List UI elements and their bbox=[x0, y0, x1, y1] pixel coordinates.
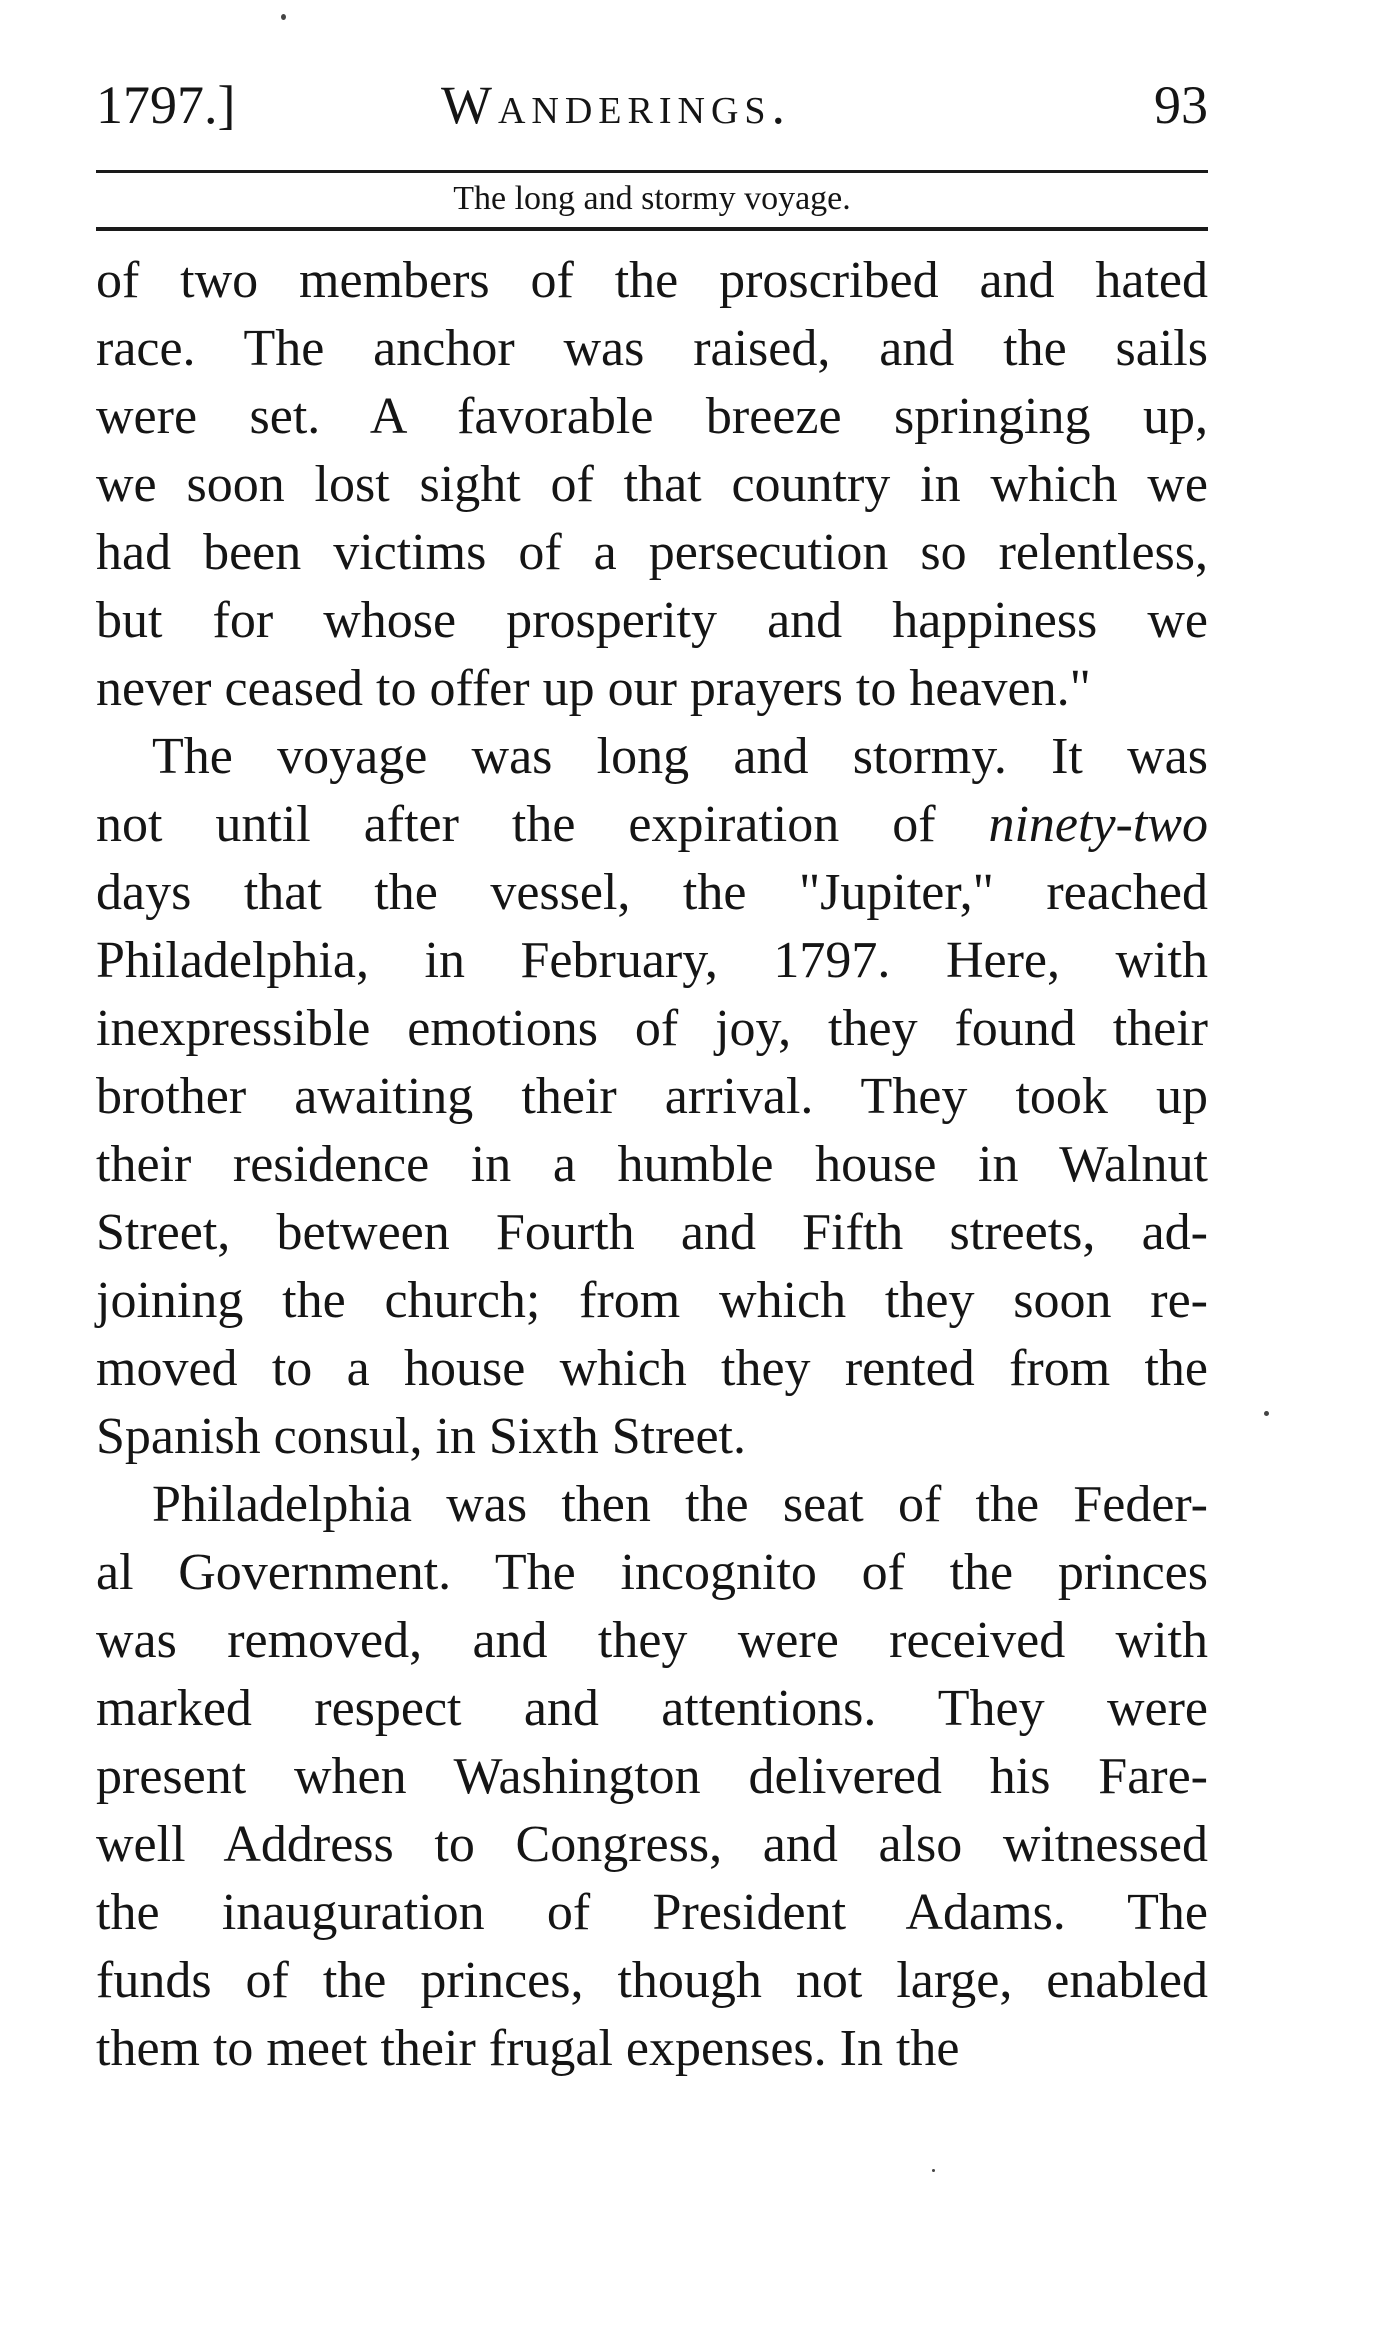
text-line: Philadelphia, in February, 1797. Here, with bbox=[96, 932, 1208, 989]
text-line: were set. A favorable breeze springing up, bbox=[96, 388, 1208, 445]
page-number: 93 bbox=[1154, 75, 1208, 135]
text-line: not until after the expiration of ninety-two bbox=[96, 796, 1208, 853]
text-line: joining the church; from which they soon re- bbox=[96, 1272, 1208, 1329]
text-line: race. The anchor was raised, and the sails bbox=[96, 320, 1208, 377]
text-line: Street, between Fourth and Fifth streets, ad- bbox=[96, 1204, 1208, 1261]
paragraph bbox=[96, 1471, 1208, 2083]
running-head-title: Wanderings. bbox=[441, 75, 792, 135]
paragraph bbox=[96, 723, 1208, 1471]
text-line: their residence in a humble house in Walnut bbox=[96, 1136, 1208, 1193]
text-line: we soon lost sight of that country in which we bbox=[96, 456, 1208, 513]
text-line: the inauguration of President Adams. The bbox=[96, 1884, 1208, 1941]
text-line: well Address to Congress, and also witnessed bbox=[96, 1816, 1208, 1873]
text-line: Spanish consul, in Sixth Street. bbox=[96, 1408, 746, 1465]
print-speck bbox=[932, 2169, 935, 2172]
header-rule-bottom bbox=[96, 227, 1208, 231]
text-line: but for whose prosperity and happiness we bbox=[96, 592, 1208, 649]
text-line: moved to a house which they rented from the bbox=[96, 1340, 1208, 1397]
text-line: days that the vessel, the "Jupiter," reached bbox=[96, 864, 1208, 921]
text-line: them to meet their frugal expenses. In the bbox=[96, 2020, 960, 2077]
text-line: never ceased to offer up our prayers to heaven." bbox=[96, 660, 1091, 717]
text-line: of two members of the proscribed and hated bbox=[96, 252, 1208, 309]
text-line: was removed, and they were received with bbox=[96, 1612, 1208, 1669]
text-line: funds of the princes, though not large, enabled bbox=[96, 1952, 1208, 2009]
running-head-year: 1797.] bbox=[96, 75, 236, 135]
text-line: al Government. The incognito of the princes bbox=[96, 1544, 1208, 1601]
italic-word: ninety-two bbox=[988, 796, 1208, 853]
text-line: marked respect and attentions. They were bbox=[96, 1680, 1208, 1737]
text-line: Philadelphia was then the seat of the Feder- bbox=[152, 1476, 1208, 1533]
section-subtitle: The long and stormy voyage. bbox=[453, 180, 851, 217]
print-speck bbox=[1264, 1411, 1269, 1416]
print-speck bbox=[281, 14, 286, 20]
body-text bbox=[96, 247, 1208, 2083]
text-line: present when Washington delivered his Fare- bbox=[96, 1748, 1208, 1805]
text-line: The voyage was long and stormy. It was bbox=[152, 728, 1208, 785]
text-line: inexpressible emotions of joy, they found their bbox=[96, 1000, 1208, 1057]
text-line: had been victims of a persecution so relentless, bbox=[96, 524, 1208, 581]
text-line: brother awaiting their arrival. They took up bbox=[96, 1068, 1208, 1125]
paragraph bbox=[96, 247, 1208, 723]
header-rule-top bbox=[96, 170, 1208, 173]
running-head bbox=[96, 70, 1208, 140]
